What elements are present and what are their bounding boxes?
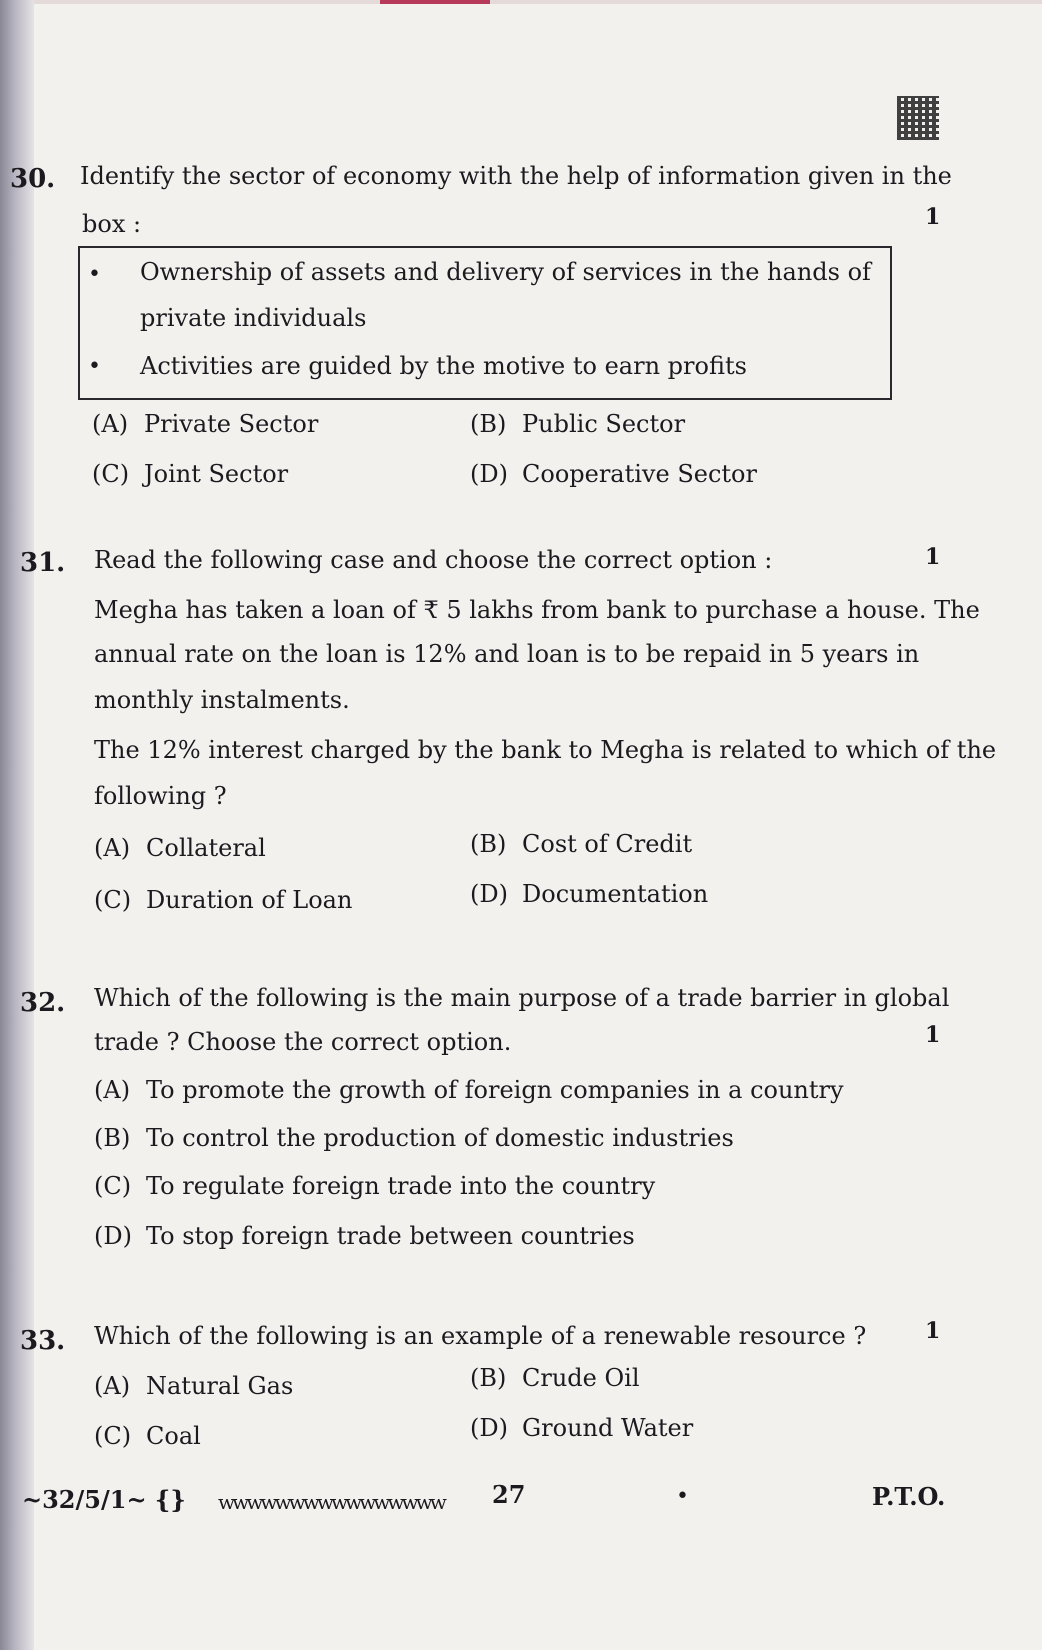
option-text: To promote the growth of foreign companies in a country: [146, 1076, 844, 1104]
question-number: 33.: [20, 1326, 66, 1356]
option-label: (C): [94, 886, 132, 914]
option-text: Crude Oil: [522, 1364, 640, 1392]
question-marks: 1: [925, 1022, 941, 1048]
option-text: Duration of Loan: [146, 886, 353, 914]
option-c: [92, 460, 288, 488]
top-edge: [0, 0, 1042, 4]
information-box: [78, 246, 892, 400]
option-d: [470, 1414, 693, 1442]
option-label: (D): [470, 1414, 508, 1442]
option-text: To regulate foreign trade into the country: [146, 1172, 656, 1200]
question-marks: 1: [925, 204, 941, 230]
paper-code: ~32/5/1~ {}: [22, 1485, 186, 1514]
option-text: Private Sector: [144, 410, 319, 438]
case-line-1: Megha has taken a loan of ₹ 5 lakhs from bank to purchase a house. The: [94, 596, 980, 624]
question-line-2: following ?: [94, 782, 227, 810]
box-item-2: Activities are guided by the motive to earn profits: [140, 352, 747, 380]
option-label: (A): [94, 834, 131, 862]
question-number: 30.: [10, 164, 56, 194]
qr-code-icon: [897, 96, 939, 140]
page-gutter-shadow: [0, 0, 34, 1650]
option-b: [470, 1364, 640, 1392]
question-stem-line-2: box :: [82, 210, 142, 238]
question-number: 32.: [20, 988, 66, 1018]
option-d: [470, 460, 757, 488]
option-text: Cooperative Sector: [522, 460, 757, 488]
option-label: (C): [94, 1172, 132, 1200]
option-text: Coal: [146, 1422, 201, 1450]
option-a: [94, 1372, 293, 1400]
decorative-wavy-line: wwwwwwwwwwwwwwww: [218, 1490, 444, 1514]
option-b: [94, 1124, 734, 1152]
option-text: Documentation: [522, 880, 709, 908]
top-edge-mark: [380, 0, 490, 4]
option-label: (C): [92, 460, 130, 488]
option-c: [94, 886, 352, 914]
question-line-1: The 12% interest charged by the bank to Megha is related to which of the: [94, 736, 997, 764]
option-text: Joint Sector: [144, 460, 289, 488]
option-text: Public Sector: [522, 410, 686, 438]
option-label: (B): [470, 1364, 507, 1392]
option-a: [94, 834, 266, 862]
option-a: [92, 410, 318, 438]
option-text: Collateral: [146, 834, 266, 862]
question-stem: Which of the following is an example of a renewable resource ?: [94, 1322, 867, 1350]
option-text: Ground Water: [522, 1414, 694, 1442]
option-d: [94, 1222, 635, 1250]
option-label: (B): [94, 1124, 131, 1152]
option-a: [94, 1076, 844, 1104]
question-stem-line-2: trade ? Choose the correct option.: [94, 1028, 512, 1056]
bullet-icon: •: [88, 354, 101, 379]
option-text: Natural Gas: [146, 1372, 294, 1400]
case-line-2: annual rate on the loan is 12% and loan is to be repaid in 5 years in: [94, 640, 920, 668]
option-d: [470, 880, 708, 908]
question-stem-line-1: Which of the following is the main purpose of a trade barrier in global: [94, 984, 950, 1012]
option-label: (B): [470, 410, 507, 438]
option-text: Cost of Credit: [522, 830, 693, 858]
page-number: 27: [492, 1480, 526, 1509]
option-label: (A): [94, 1372, 131, 1400]
question-stem-line-1: Identify the sector of economy with the help of information given in the: [80, 162, 952, 190]
box-item-1-line-1: Ownership of assets and delivery of services in the hands of: [140, 258, 871, 286]
question-marks: 1: [925, 544, 941, 570]
option-label: (C): [94, 1422, 132, 1450]
option-text: To control the production of domestic industries: [146, 1124, 734, 1152]
option-label: (D): [470, 460, 508, 488]
option-c: [94, 1422, 201, 1450]
please-turn-over: P.T.O.: [872, 1482, 946, 1511]
bullet-icon: •: [88, 262, 101, 287]
option-label: (B): [470, 830, 507, 858]
option-b: [470, 830, 692, 858]
question-stem: Read the following case and choose the correct option :: [94, 546, 773, 574]
box-item-1-line-2: private individuals: [140, 304, 367, 332]
option-c: [94, 1172, 655, 1200]
option-label: (A): [94, 1076, 131, 1104]
option-label: (D): [94, 1222, 132, 1250]
footer-dot: •: [676, 1484, 689, 1509]
option-label: (A): [92, 410, 129, 438]
option-b: [470, 410, 685, 438]
question-marks: 1: [925, 1318, 941, 1344]
option-text: To stop foreign trade between countries: [146, 1222, 635, 1250]
option-label: (D): [470, 880, 508, 908]
case-line-3: monthly instalments.: [94, 686, 350, 714]
question-number: 31.: [20, 548, 66, 578]
